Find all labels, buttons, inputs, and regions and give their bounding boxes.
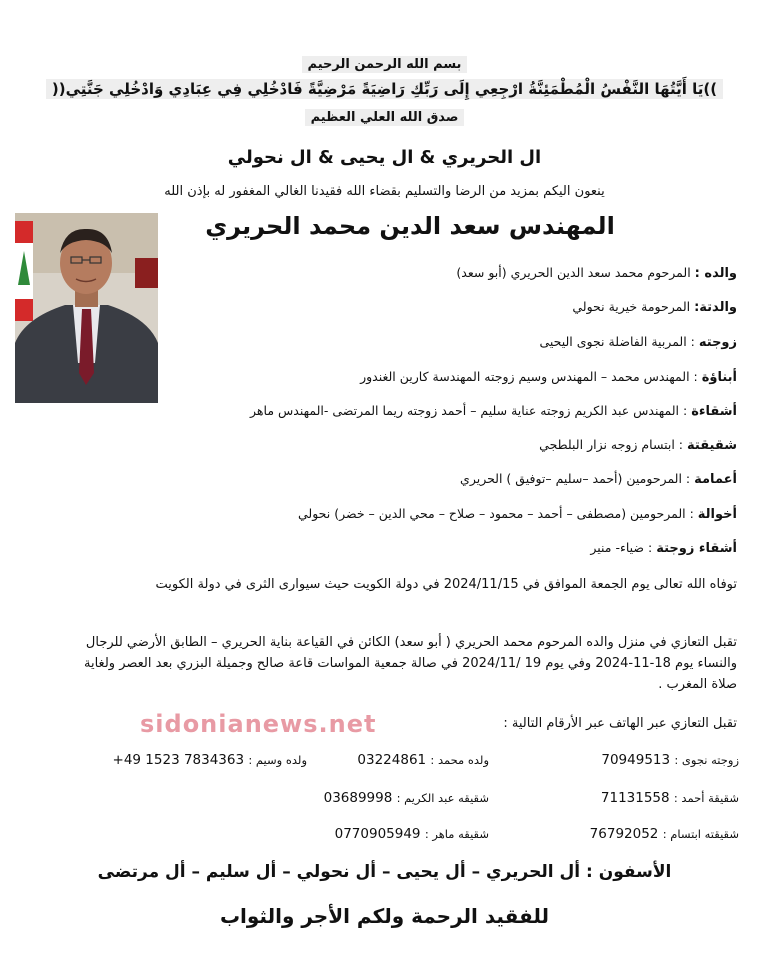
phone-entry: ولده وسيم : +49 1523 7834363: [112, 752, 307, 768]
death-notice: توفاه الله تعالى يوم الجمعة الموافق في 2024/11/15 في دولة الكويت حيث سيوارى الثرى في دولة الكويت: [155, 577, 737, 592]
phone-entry: زوجته نجوى : 70949513: [601, 752, 739, 768]
sadaq-line: صدق الله العلي العظيم: [0, 110, 769, 125]
mourners-line: الأسفون : أل الحريري – أل يحيى – أل نحولي – أل سليم – أل مرتضى: [97, 862, 672, 882]
quran-verse: ))يَا أَيَّتُهَا النَّفْسُ الْمُطْمَئِنَّةُ ارْجِعِي إِلَى رَبِّكِ رَاضِيَةً مَرْضِيَّةً فَادْخُلِي فِي عِبَادِي وَادْخُلِي جَنَّتِي((: [0, 80, 769, 98]
basmala: بسم الله الرحمن الرحيم: [0, 57, 769, 72]
condolences-info: تقبل التعازي في منزل والده المرحوم محمد الحريري ( أبو سعد) الكائن في القياعة بناية الحريري – الطابق الأرضي للرجال والنساء يوم 18-11-2024 وفي يوم 19 /2024/11 في صالة جمعية المواسات قاعة صالح وجميلة البزري بعد العصر ولغاية صلاة المغرب .: [84, 635, 737, 692]
relative-row-wife-brothers: أشقاء زوجتة : ضياء- منير: [590, 540, 737, 556]
families-heading: ال الحريري & ال يحيى & ال نحولي: [227, 147, 542, 168]
relative-row-sons: أبناؤة : المهندس محمد – المهندس وسيم زوجته المهندسة كارين الغندور: [360, 369, 737, 385]
phone-entry: شقيقه عبد الكريم : 03689998: [323, 790, 489, 806]
phone-entry: ولده محمد : 03224861: [357, 752, 489, 768]
phone-entry: شقيقة أحمد : 71131558: [600, 790, 739, 806]
phone-entry: شقيقته ابتسام : 76792052: [589, 826, 739, 842]
deceased-name: المهندس سعد الدين محمد الحريري: [205, 212, 615, 240]
closing-line: للفقيد الرحمة ولكم الأجر والثواب: [219, 904, 550, 928]
relative-row-mother: والدتة: المرحومة خيرية نحولي: [572, 299, 737, 315]
phones-intro: تقبل التعازي عبر الهاتف عبر الأرقام التالية :: [503, 716, 737, 731]
relative-row-uncles: أعمامة : المرحومين (أحمد –سليم –توفيق ) الحريري: [460, 471, 737, 487]
relative-row-father: والده : المرحوم محمد سعد الدين الحريري (أبو سعد): [456, 265, 737, 281]
relative-row-sister: شقيقتة : ابتسام زوجه نزار البلطجي: [539, 437, 737, 453]
phone-entry: شقيقه ماهر : 0770905949: [334, 826, 489, 842]
relative-row-brothers: أشقاءة : المهندس عبد الكريم زوجته عناية سليم – أحمد زوجته ريما المرتضى -المهندس ماهر: [250, 403, 737, 419]
relative-row-wife: زوجته : المربية الفاضلة نجوى اليحيى: [539, 334, 737, 350]
relative-row-maternal-uncles: أخوالة : المرحومين (مصطفى – أحمد – محمود – صلاح – محي الدين – خضر) نحولي: [298, 506, 737, 522]
watermark: sidonianews.net: [140, 710, 377, 738]
announcement: ينعون اليكم بمزيد من الرضا والتسليم بقضاء الله فقيدنا الغالي المغفور له بإذن الله: [164, 184, 605, 199]
